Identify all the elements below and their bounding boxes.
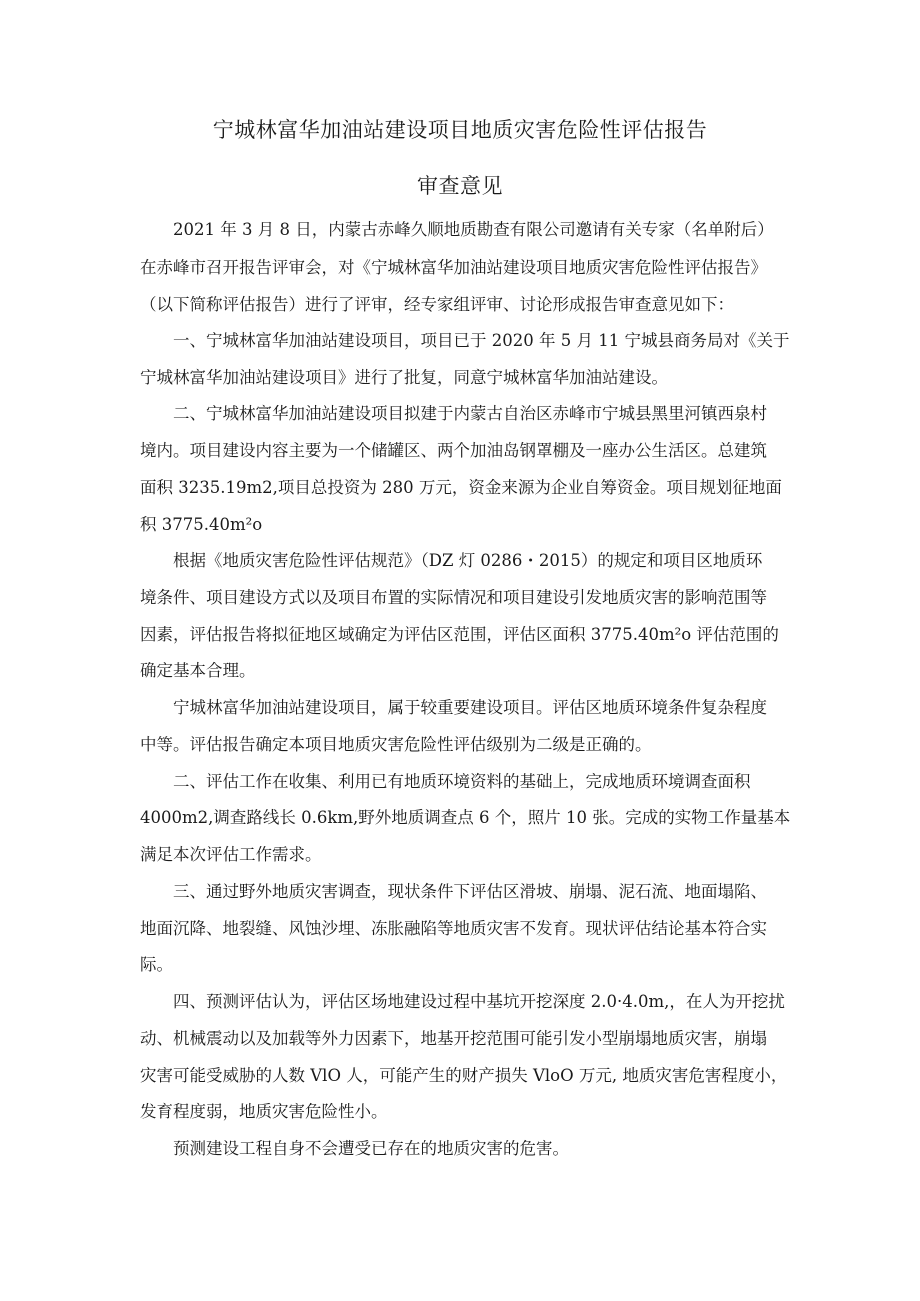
text-line: 确定基本合理。 [140,661,256,680]
text-line: 宁城林富华加油站建设项目，属于较重要建设项目。评估区地质环境条件复杂程度 [173,698,767,717]
document-subtitle: 审查意见 [417,174,503,198]
text-line: 二、评估工作在收集、利用已有地质环境资料的基础上，完成地质环境调查面积 [173,772,751,791]
text-line: 中等。评估报告确定本项目地质灾害危险性评估级别为二级是正确的。 [140,735,652,754]
text-line: 境条件、项目建设方式以及项目布置的实际情况和项目建设引发地质灾害的影响范围等 [140,588,767,607]
text-line: 三、通过野外地质灾害调查，现状条件下评估区滑坡、崩塌、泥石流、地面塌陷、 [173,882,767,901]
text-line: 预测建设工程自身不会遭受已存在的地质灾害的危害。 [173,1139,569,1158]
text-line: 在赤峰市召开报告评审会，对《宁城林富华加油站建设项目地质灾害危险性评估报告》 [140,258,767,277]
text-line: 4000m2,调查路线长 0.6km,野外地质调查点 6 个，照片 10 张。完成的实物工作量基本 [140,808,791,827]
text-line: 宁城林富华加油站建设项目》进行了批复，同意宁城林富华加油站建设。 [140,368,668,387]
text-line: 一、宁城林富华加油站建设项目，项目已于 2020 年 5 月 11 宁城县商务局对《关于 [173,331,790,350]
text-line: 动、机械震动以及加载等外力因素下，地基开挖范围可能引发小型崩塌地质灾害，崩塌 [140,1029,767,1048]
text-line: （以下简称评估报告）进行了评审，经专家组评审、讨论形成报告审查意见如下： [140,295,734,314]
text-line: 灾害可能受威胁的人数 VlO 人，可能产生的财产损失 VloO 万元, 地质灾害危害程度小， [140,1066,788,1085]
text-line: 地面沉降、地裂缝、风蚀沙埋、冻胀融陷等地质灾害不发育。现状评估结论基本符合实 [140,919,767,938]
text-line: 二、宁城林富华加油站建设项目拟建于内蒙古自治区赤峰市宁城县黑里河镇西泉村 [173,404,767,423]
text-line: 积 3775.40m²o [140,515,263,534]
text-line: 际。 [140,955,173,974]
document-title: 宁城林富华加油站建设项目地质灾害危险性评估报告 [212,118,708,142]
text-line: 发育程度弱，地质灾害危险性小。 [140,1102,388,1121]
text-line: 境内。项目建设内容主要为一个储罐区、两个加油岛钢罩棚及一座办公生活区。总建筑 [140,441,767,460]
text-line: 因素，评估报告将拟征地区域确定为评估区范围，评估区面积 3775.40m²o 评估范围的 [140,625,779,644]
text-line: 2021 年 3 月 8 日，内蒙古赤峰久顺地质勘查有限公司邀请有关专家（名单附后） [173,220,774,239]
text-line: 面积 3235.19m2,项目总投资为 280 万元，资金来源为企业自筹资金。项目规划征地面 [140,478,782,497]
text-line: 满足本次评估工作需求。 [140,845,322,864]
text-line: 根据《地质灾害危险性评估规范》（DZ 灯 0286・2015）的规定和项目区地质环 [173,551,763,570]
text-line: 四、预测评估认为，评估区场地建设过程中基坑开挖深度 2.0·4.0m,，在人为开挖扰 [173,992,785,1011]
